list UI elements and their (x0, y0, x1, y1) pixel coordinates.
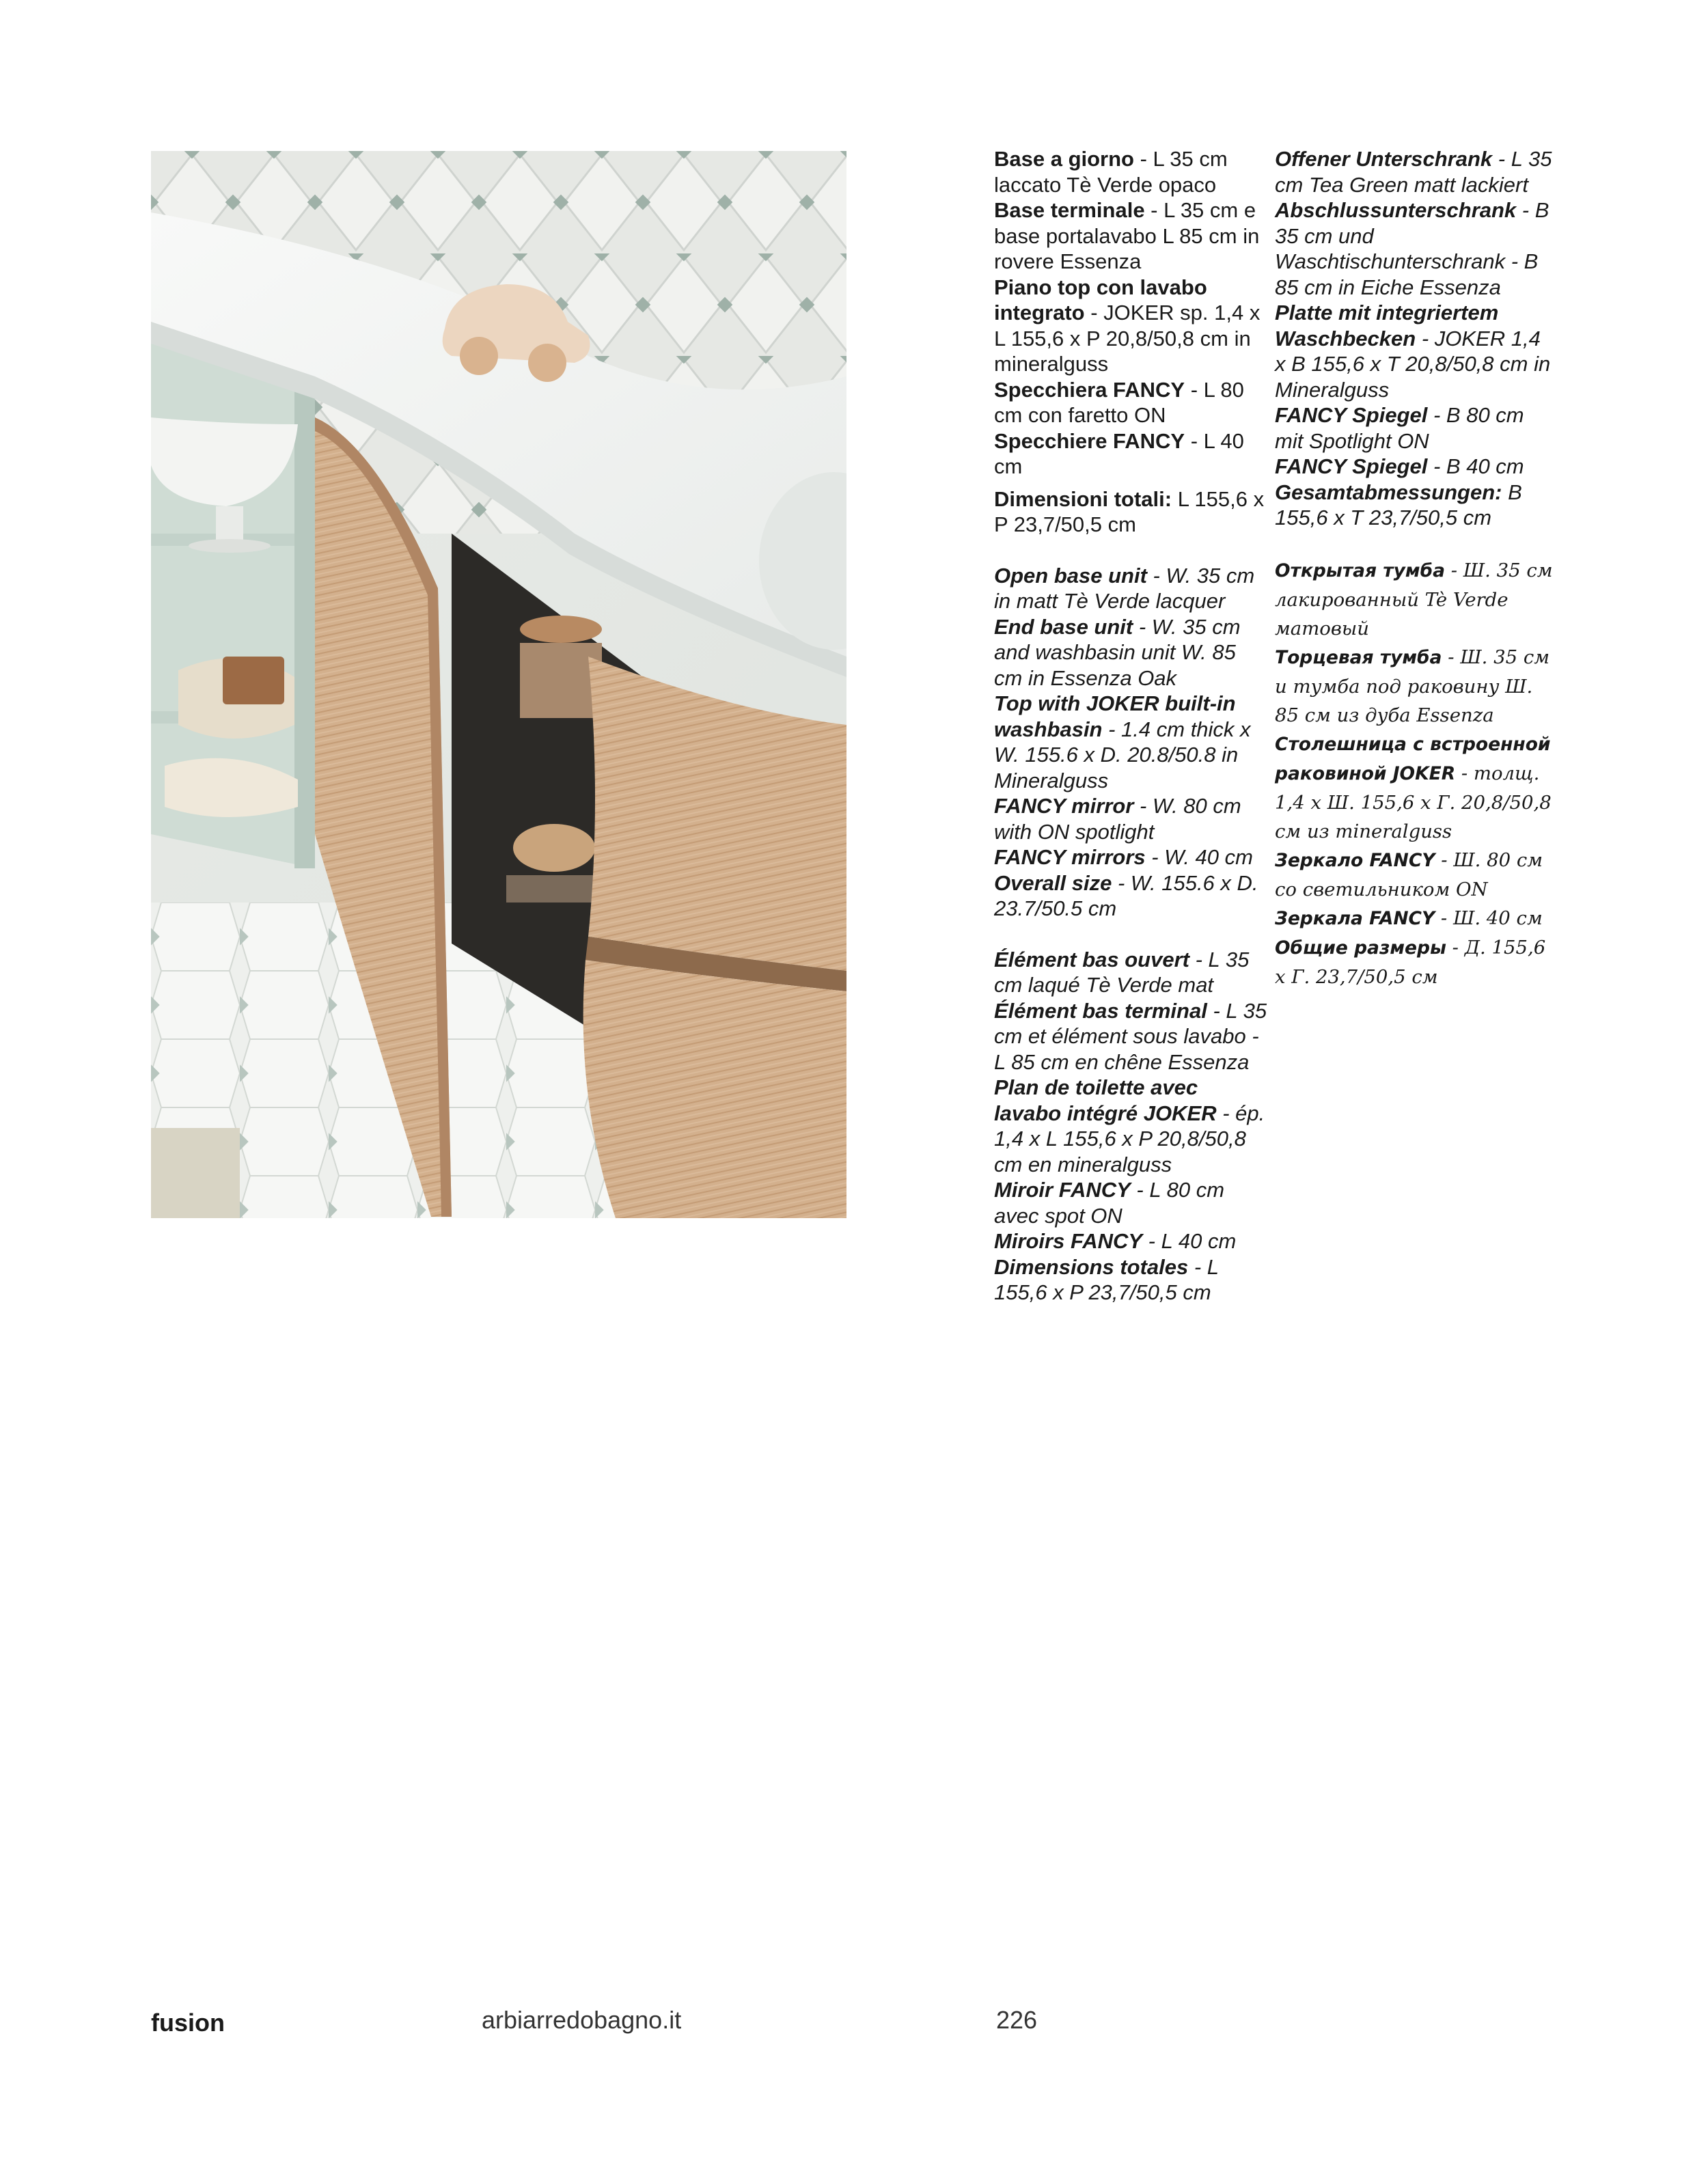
spec-entry: Open base unit - W. 35 cm in matt Tè Verde lacquer (994, 563, 1255, 613)
spec-entry: Top with JOKER built-in washbasin - 1.4 cm thick x W. 155.6 x D. 20.8/50.8 in Mineralguss (994, 691, 1251, 793)
spec-entry: Abschlussunterschrank - B 35 cm und Waschtischunterschrank - B 85 cm in Eiche Essenza (1275, 198, 1549, 299)
spec-entry: FANCY Spiegel - B 40 cm (1275, 454, 1524, 478)
spec-entry: FANCY Spiegel - B 80 cm mit Spotlight ON (1275, 403, 1524, 453)
spec-entry: Торцевая тумба - Ш. 35 см и тумба под раковину Ш. 85 см из дуба Essenza (1275, 646, 1550, 726)
spec-entry: Зеркало FANCY - Ш. 80 см со светильником ON (1275, 849, 1543, 900)
spec-entry: Base terminale - L 35 cm e base portalavabo L 85 cm in rovere Essenza (994, 198, 1260, 273)
text-column-left (994, 146, 1267, 1306)
spec-entry: Base a giorno - L 35 cm laccato Tè Verde opaco (994, 147, 1228, 197)
spec-entry: Зеркала FANCY - Ш. 40 см (1275, 907, 1543, 929)
german-block (1275, 146, 1555, 531)
spec-entry: Gesamtabmessungen: B 155,6 x T 23,7/50,5 cm (1275, 480, 1522, 529)
spec-entry: Miroir FANCY - L 80 cm avec spot ON (994, 1178, 1225, 1228)
spec-entry: Specchiera FANCY - L 80 cm con faretto ON (994, 377, 1244, 427)
spec-entry: End base unit - W. 35 cm and washbasin unit W. 85 cm in Essenza Oak (994, 614, 1241, 690)
spec-entry: Élément bas terminal - L 35 cm et élément sous lavabo - L 85 cm en chêne Essenza (994, 998, 1267, 1074)
italian-block (994, 146, 1267, 538)
spec-entry: Offener Unterschrank - L 35 cm Tea Green matt lackiert (1275, 147, 1552, 197)
spec-entry: Platte mit integriertem Waschbecken - JOKER 1,4 x B 155,6 x T 20,8/50,8 cm in Mineralguss (1275, 301, 1551, 402)
spec-entry: Общие размеры - Д. 155,6 х Г. 23,7/50,5 см (1275, 936, 1546, 988)
spec-entry: FANCY mirrors - W. 40 cm (994, 845, 1253, 869)
footer-brand: fusion (151, 2009, 225, 2037)
english-block (994, 563, 1267, 922)
spec-entry: Overall size - W. 155.6 x D. 23.7/50.5 cm (994, 870, 1258, 920)
bathroom-vanity-illustration (151, 151, 846, 1218)
footer-website[interactable]: arbiarredobagno.it (482, 2006, 682, 2034)
spec-entry: Élément bas ouvert - L 35 cm laqué Tè Verde mat (994, 947, 1250, 997)
spec-entry: Piano top con lavabo integrato - JOKER sp. 1,4 x L 155,6 x P 20,8/50,8 cm in mineralguss (994, 275, 1261, 376)
total-dimensions: Dimensioni totali: L 155,6 x P 23,7/50,5 cm (994, 486, 1265, 536)
page-number: 226 (996, 2006, 1038, 2034)
spec-entry: Столешница с встроенной раковиной JOKER - толщ. 1,4 х Ш. 155,6 х Г. 20,8/50,8 см из mineralguss (1275, 733, 1552, 842)
spec-entry: Plan de toilette avec lavabo intégré JOKER - ép. 1,4 x L 155,6 x P 20,8/50,8 cm en mineralguss (994, 1075, 1265, 1176)
spec-entry: FANCY mirror - W. 80 cm with ON spotlight (994, 794, 1241, 844)
product-photo (151, 151, 846, 1218)
text-column-right (1275, 146, 1555, 991)
spec-entry: Miroirs FANCY - L 40 cm (994, 1229, 1237, 1253)
spec-entry: Открытая тумба - Ш. 35 см лакированный Tè Verde матовый (1275, 559, 1553, 639)
spec-entry: Specchiere FANCY - L 40 cm (994, 428, 1244, 478)
spec-entry: Dimensions totales - L 155,6 x P 23,7/50,5 cm (994, 1254, 1219, 1304)
french-block (994, 947, 1267, 1306)
russian-block (1275, 556, 1555, 991)
